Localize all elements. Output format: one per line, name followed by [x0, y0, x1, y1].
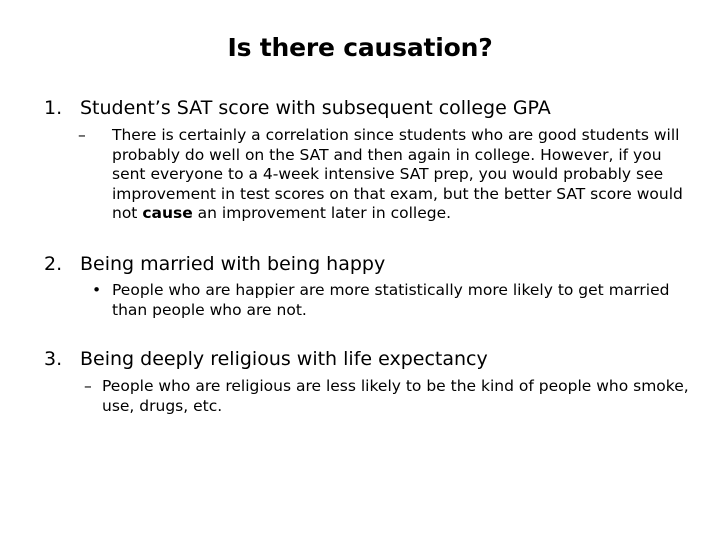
sub-point-text: People who are happier are more statistically more likely to get married than people who are not. [112, 281, 670, 319]
sub-point-text: There is certainly a correlation since students who are good students will probably do well on the SAT and then again in college. However, if you sent everyone to a 4-week intensive SAT prep, you would probably see improvement in test scores on that exam, but the better SAT score would not cause an improvement later in college. [112, 126, 683, 222]
sub-point-text: People who are religious are less likely to be the kind of people who smoke, use, drugs, etc. [102, 377, 689, 415]
bullet-marker: • [92, 281, 102, 299]
item-number: 3. [44, 348, 63, 370]
dash-marker: – [84, 377, 92, 395]
dash-marker: – [78, 126, 86, 144]
slide-title: Is there causation? [227, 33, 493, 62]
item-number: 2. [44, 253, 63, 275]
item-heading: Being deeply religious with life expectancy [80, 348, 488, 370]
emphasis-cause: cause [142, 204, 193, 222]
item-number: 1. [44, 97, 63, 119]
item-heading: Student’s SAT score with subsequent college GPA [80, 97, 551, 119]
item-heading: Being married with being happy [80, 253, 386, 275]
